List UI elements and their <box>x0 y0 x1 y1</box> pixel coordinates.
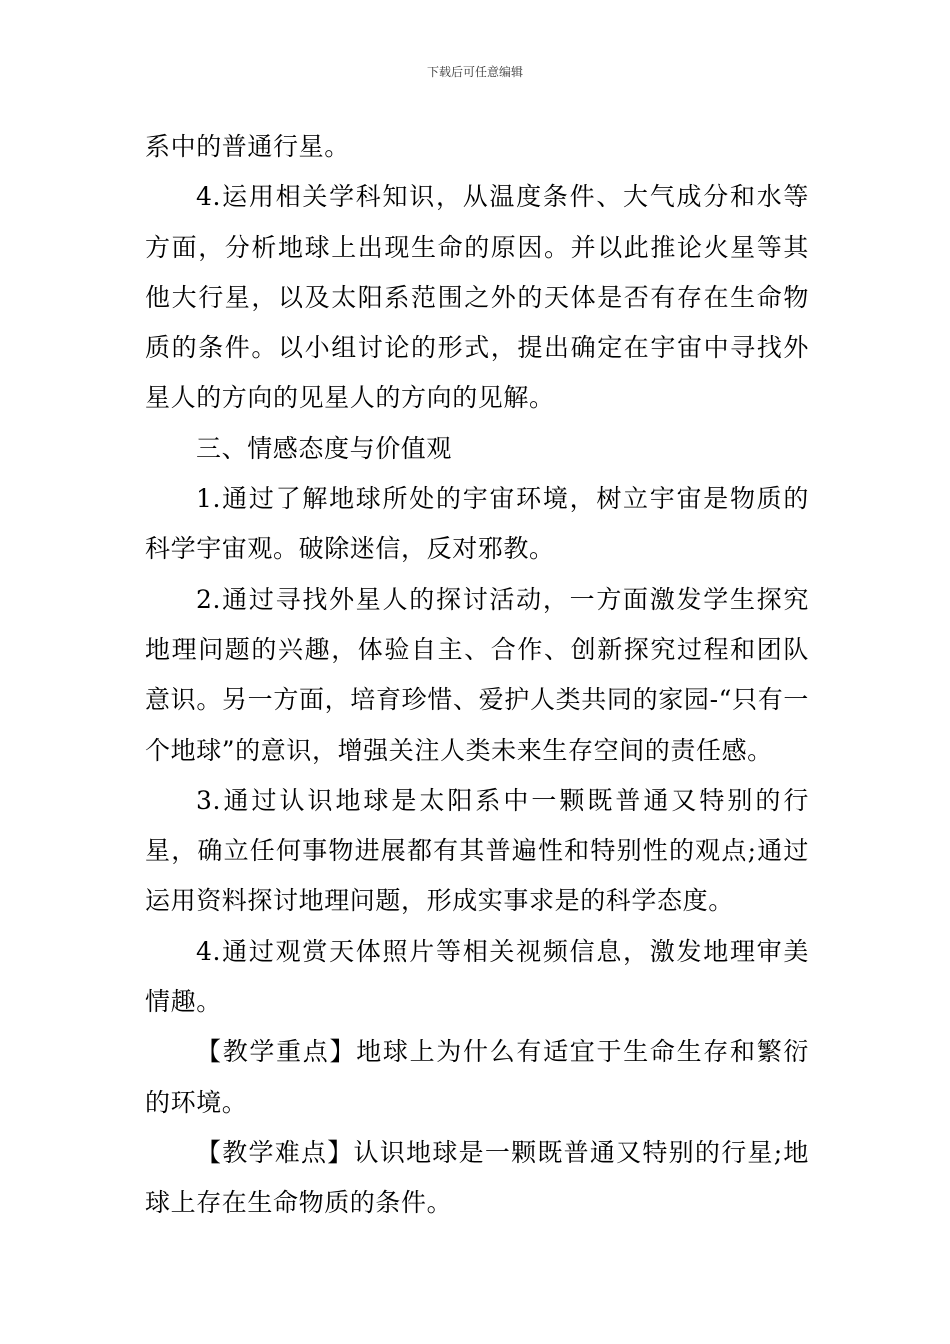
section-heading-attitudes: 三、情感态度与价值观 <box>196 433 453 463</box>
paragraph-continuation: 系中的普通行星。 <box>145 132 350 161</box>
document-body <box>145 122 809 1229</box>
paragraph-item-3: 3.通过认识地球是太阳系中一颗既普通又特别的行星，确立任何事物进展都有其普遍性和特别性的观点;通过运用资料探讨地理问题，形成实事求是的科学态度。 <box>145 785 809 916</box>
teaching-key-point: 【教学重点】地球上为什么有适宜于生命生存和繁衍的环境。 <box>145 1037 809 1117</box>
page-header-note: 下载后可任意编辑 <box>426 65 523 79</box>
paragraph-item-2: 2.通过寻找外星人的探讨活动，一方面激发学生探究地理问题的兴趣，体验自主、合作、创新探究过程和团队意识。另一方面，培育珍惜、爱护人类共同的家园-“只有一个地球”的意识，增强关注人类未来生存空间的责任感。 <box>145 584 809 765</box>
paragraph-item-4: 4.通过观赏天体照片等相关视频信息，激发地理审美情趣。 <box>145 936 809 1017</box>
paragraph-item-4-skills: 4.运用相关学科知识，从温度条件、大气成分和水等方面，分析地球上出现生命的原因。并以此推论火星等其他大行星，以及太阳系范围之外的天体是否有存在生命物质的条件。以小组讨论的形式，提出确定在宇宙中寻找外星人的方向的见星人的方向的见解。 <box>145 182 809 413</box>
paragraph-item-1: 1.通过了解地球所处的宇宙环境，树立宇宙是物质的科学宇宙观。破除迷信，反对邪教。 <box>145 484 809 564</box>
teaching-difficulty: 【教学难点】认识地球是一颗既普通又特别的行星;地球上存在生命物质的条件。 <box>145 1137 809 1218</box>
